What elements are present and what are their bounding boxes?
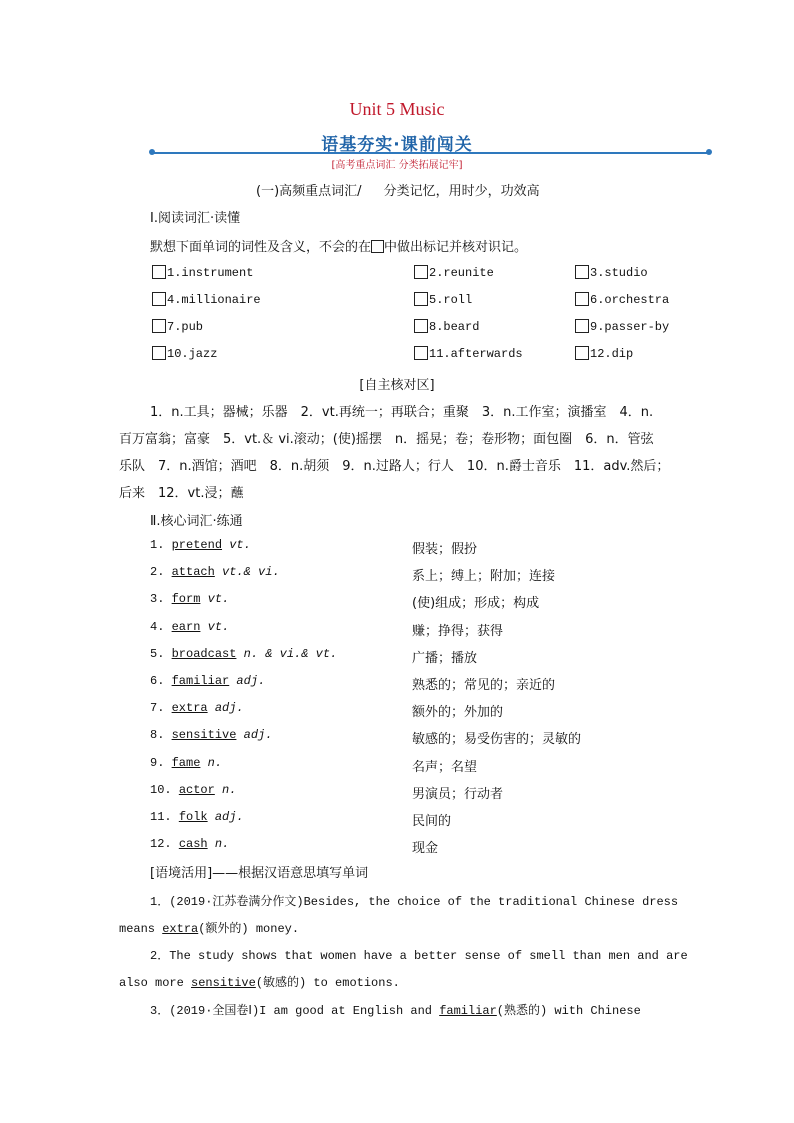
word-item[interactable]: 2.reunite xyxy=(414,265,494,280)
checkbox-icon[interactable] xyxy=(152,265,166,279)
vocab-word: extra xyxy=(171,701,208,715)
vocab-word-row: 12. cash n. xyxy=(150,837,230,851)
vocab-meaning: 敏感的；易受伤害的；灵敏的 xyxy=(412,732,582,747)
vocab-pos: adj. xyxy=(243,728,273,742)
vocab-meaning: 民间的 xyxy=(412,814,452,829)
checkbox-icon[interactable] xyxy=(414,346,428,360)
vocab-pos: vt. xyxy=(229,538,251,552)
section-banner: 语基夯实·课前闯关 xyxy=(321,135,473,155)
vocab-word: sensitive xyxy=(171,728,237,742)
word-item[interactable]: 7.pub xyxy=(152,319,203,334)
checkbox-icon[interactable] xyxy=(152,319,166,333)
word-item[interactable]: 10.jazz xyxy=(152,346,217,361)
vocab-word: broadcast xyxy=(171,647,237,661)
word-item[interactable]: 4.millionaire xyxy=(152,292,261,307)
exercise-line: 1．(2019·江苏卷满分作文)Besides, the choice of the traditional Chinese dress xyxy=(150,895,679,909)
vocab-word-row: 1. pretend vt. xyxy=(150,538,251,552)
vocab-meaning: 额外的；外加的 xyxy=(412,705,504,720)
checkbox-icon xyxy=(371,240,384,253)
answers-line: 乐队 7．n.酒馆；酒吧 8．n.胡须 9．n.过路人；行人 10．n.爵士音乐 11．adv.然后； xyxy=(119,459,670,474)
vocab-word-row: 2. attach vt.& vi. xyxy=(150,565,280,579)
word-item[interactable]: 6.orchestra xyxy=(575,292,669,307)
checkbox-icon[interactable] xyxy=(575,265,589,279)
section-heading-a: (一)高频重点词汇/ xyxy=(256,184,362,199)
vocab-word-row: 7. extra adj. xyxy=(150,701,244,715)
vocab-word: pretend xyxy=(171,538,223,552)
word-item[interactable]: 12.dip xyxy=(575,346,633,361)
vocab-pos: n. xyxy=(207,756,223,770)
vocab-word: attach xyxy=(171,565,215,579)
word-item[interactable]: 3.studio xyxy=(575,265,648,280)
vocab-word-row: 3. form vt. xyxy=(150,592,230,606)
vocab-meaning: 现金 xyxy=(412,841,439,856)
vocab-word-row: 4. earn vt. xyxy=(150,620,230,634)
answers-line: 百万富翁；富豪 5．vt.＆ vi.滚动；(使)摇摆 n．摇晃；卷；卷形物；面包圈 6．n．管弦 xyxy=(119,432,654,447)
word-item[interactable]: 11.afterwards xyxy=(414,346,523,361)
vocab-meaning: 名声；名望 xyxy=(412,760,478,775)
vocab-pos: n. & vi.& vt. xyxy=(243,647,338,661)
checkbox-icon[interactable] xyxy=(152,346,166,360)
word-item[interactable]: 1.instrument xyxy=(152,265,253,280)
answer-word: sensitive xyxy=(191,976,256,990)
word-item[interactable]: 9.passer-by xyxy=(575,319,669,334)
part2-title: Ⅱ.核心词汇·练通 xyxy=(150,514,243,529)
vocab-meaning: (使)组成；形成；构成 xyxy=(412,596,540,611)
vocab-word-row: 5. broadcast n. & vi.& vt. xyxy=(150,647,338,661)
section-heading xyxy=(256,180,540,199)
sub-banner: [高考重点词汇 分类拓展记牢] xyxy=(331,160,463,171)
checkbox-icon[interactable] xyxy=(575,346,589,360)
vocab-word: cash xyxy=(178,837,208,851)
vocab-meaning: 男演员；行动者 xyxy=(412,787,504,802)
banner-rule xyxy=(152,152,710,154)
vocab-word-row: 11. folk adj. xyxy=(150,810,244,824)
vocab-pos: vt.& vi. xyxy=(222,565,280,579)
vocab-pos: n. xyxy=(214,837,230,851)
rule-dot-right xyxy=(706,149,712,155)
vocab-word-row: 8. sensitive adj. xyxy=(150,728,273,742)
vocab-pos: vt. xyxy=(207,620,230,634)
exercise-line: 2．The study shows that women have a better sense of smell than men and are xyxy=(150,949,688,963)
vocab-pos: vt. xyxy=(207,592,230,606)
vocab-pos: n. xyxy=(222,783,237,797)
vocab-word-row: 6. familiar adj. xyxy=(150,674,266,688)
vocab-word-row: 9. fame n. xyxy=(150,756,223,770)
exercise-line: 3．(2019·全国卷Ⅰ)I am good at English and familiar(熟悉的) with Chinese xyxy=(150,1004,641,1018)
vocab-word: folk xyxy=(178,810,208,824)
instruction-b: 中做出标记并核对识记。 xyxy=(384,240,528,255)
exercise-line: also more sensitive(敏感的) to emotions. xyxy=(119,976,400,990)
context-title: [语境活用]——根据汉语意思填写单词 xyxy=(150,866,369,881)
vocab-word: familiar xyxy=(171,674,230,688)
checkbox-icon[interactable] xyxy=(152,292,166,306)
answers-line: 后来 12．vt.浸；蘸 xyxy=(119,486,244,501)
word-item[interactable]: 5.roll xyxy=(414,292,472,307)
instruction xyxy=(150,236,527,255)
vocab-pos: adj. xyxy=(214,701,244,715)
checkbox-icon[interactable] xyxy=(414,292,428,306)
answers-line: 1．n.工具；器械；乐器 2．vt.再统一；再联合；重聚 3．n.工作室；演播室 4．n. xyxy=(150,405,654,420)
checkbox-icon[interactable] xyxy=(575,319,589,333)
vocab-word: earn xyxy=(171,620,201,634)
vocab-word: form xyxy=(171,592,201,606)
checkbox-icon[interactable] xyxy=(575,292,589,306)
answer-word: extra xyxy=(162,922,199,936)
unit-title: Unit 5 Music xyxy=(349,99,445,119)
vocab-meaning: 赚；挣得；获得 xyxy=(412,624,504,639)
rule-dot-left xyxy=(149,149,155,155)
vocab-meaning: 广播；播放 xyxy=(412,651,478,666)
vocab-word: fame xyxy=(171,756,201,770)
word-item[interactable]: 8.beard xyxy=(414,319,479,334)
section-heading-b: 分类记忆，用时少，功效高 xyxy=(383,184,540,199)
vocab-pos: adj. xyxy=(214,810,244,824)
vocab-meaning: 熟悉的；常见的；亲近的 xyxy=(412,678,556,693)
check-area-label: [自主核对区] xyxy=(359,378,435,393)
vocab-meaning: 系上；缚上；附加；连接 xyxy=(412,569,556,584)
answer-word: familiar xyxy=(439,1004,497,1018)
vocab-word: actor xyxy=(178,783,215,797)
checkbox-icon[interactable] xyxy=(414,265,428,279)
exercise-line: means extra(额外的) money. xyxy=(119,922,300,936)
vocab-word-row: 10. actor n. xyxy=(150,783,237,797)
vocab-pos: adj. xyxy=(236,674,266,688)
part1-title: Ⅰ.阅读词汇·读懂 xyxy=(150,211,241,226)
instruction-a: 默想下面单词的词性及含义，不会的在 xyxy=(150,240,372,255)
vocab-meaning: 假装；假扮 xyxy=(412,542,478,557)
checkbox-icon[interactable] xyxy=(414,319,428,333)
